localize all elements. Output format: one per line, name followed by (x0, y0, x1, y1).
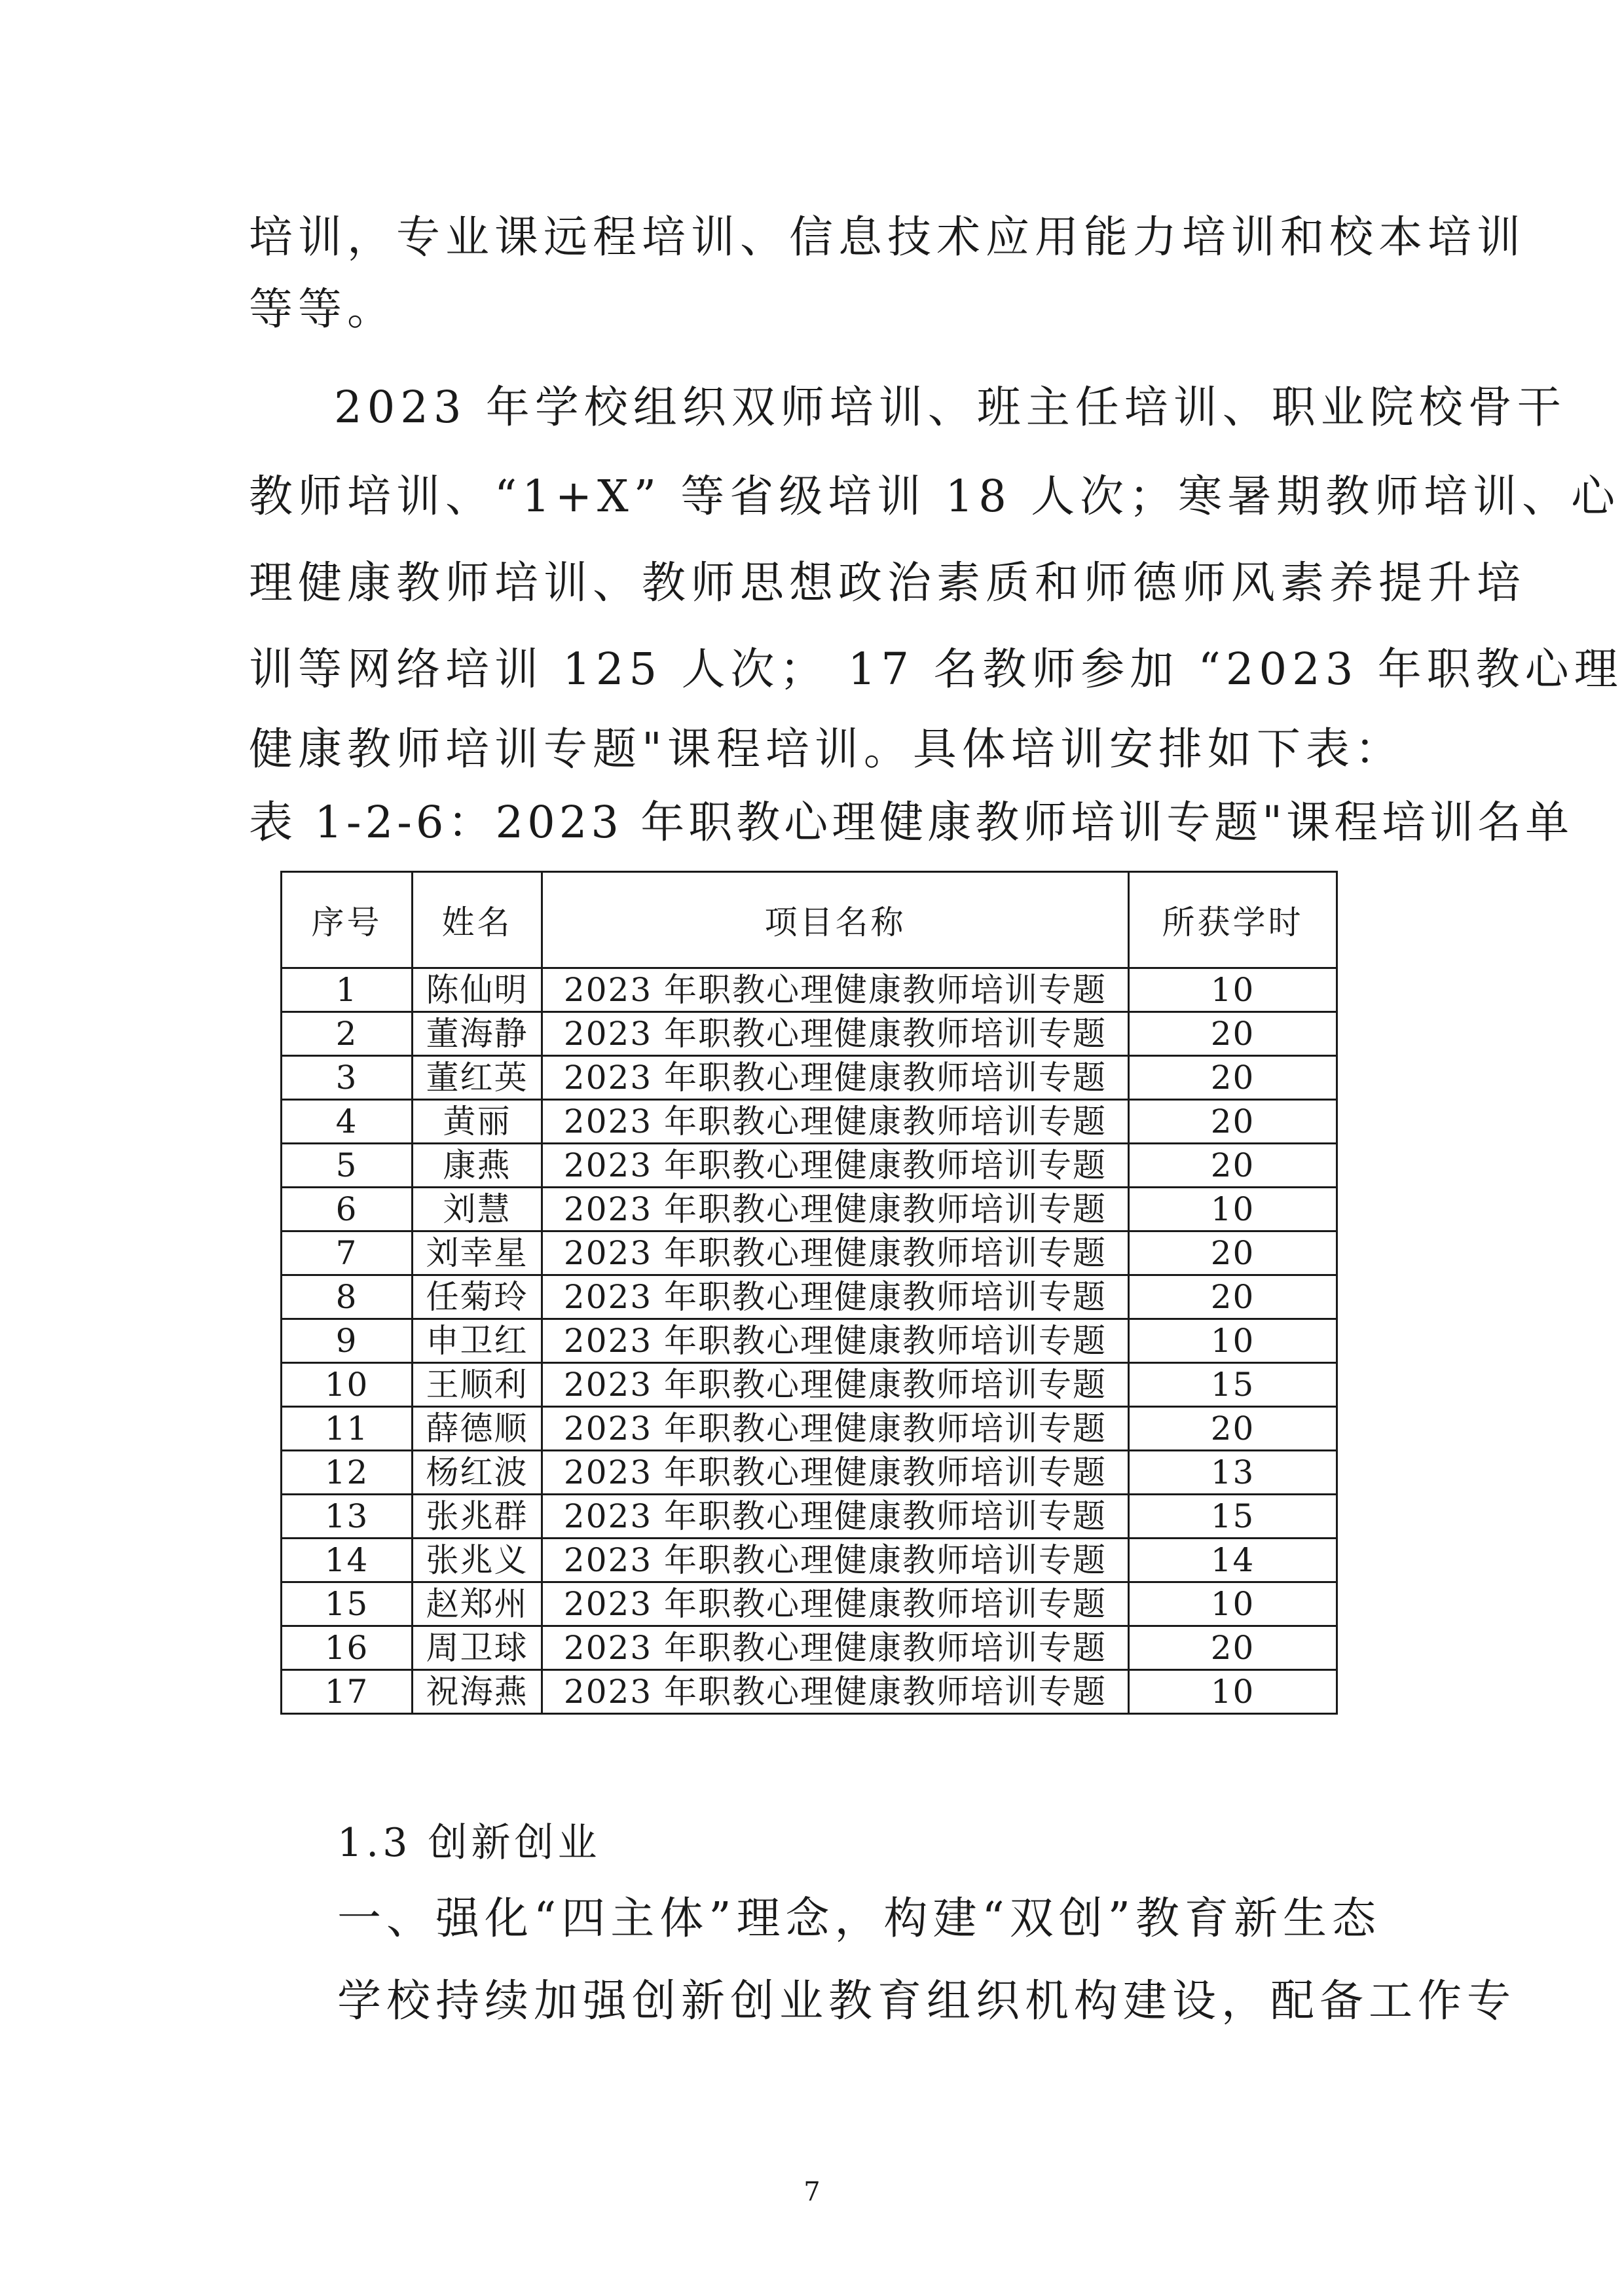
cell-hours: 15 (1129, 1363, 1337, 1407)
header-index: 序号 (282, 872, 413, 968)
table-row (282, 1275, 1337, 1319)
table-row (282, 1144, 1337, 1188)
cell-hours: 20 (1129, 1144, 1337, 1188)
cell-hours: 20 (1129, 1626, 1337, 1670)
table-row (282, 968, 1337, 1012)
table-row (282, 1231, 1337, 1275)
cell-project: 2023 年职教心理健康教师培训专题 (542, 1188, 1129, 1231)
paragraph-1-line-1: 培训，专业课远程培训、信息技术应用能力培训和校本培训 (249, 211, 1526, 263)
cell-index: 3 (282, 1056, 413, 1100)
cell-index: 12 (282, 1451, 413, 1495)
table-caption: 表 1-2-6：2023 年职教心理健康教师培训专题"课程培训名单 (249, 797, 1574, 848)
cell-name: 董海静 (413, 1012, 542, 1056)
cell-name: 刘幸星 (413, 1231, 542, 1275)
cell-project: 2023 年职教心理健康教师培训专题 (542, 1626, 1129, 1670)
cell-name: 薛德顺 (413, 1407, 542, 1451)
cell-name: 张兆群 (413, 1495, 542, 1539)
section-subheading: 一、强化“四主体”理念，构建“双创”教育新生态 (337, 1893, 1382, 1944)
cell-hours: 10 (1129, 1188, 1337, 1231)
table-row (282, 1539, 1337, 1582)
cell-index: 17 (282, 1670, 413, 1714)
cell-index: 11 (282, 1407, 413, 1451)
cell-index: 8 (282, 1275, 413, 1319)
table-row (282, 1012, 1337, 1056)
cell-project: 2023 年职教心理健康教师培训专题 (542, 1363, 1129, 1407)
table-row (282, 1451, 1337, 1495)
cell-hours: 20 (1129, 1407, 1337, 1451)
cell-name: 申卫红 (413, 1319, 542, 1363)
cell-project: 2023 年职教心理健康教师培训专题 (542, 1012, 1129, 1056)
cell-project: 2023 年职教心理健康教师培训专题 (542, 1100, 1129, 1144)
table-row (282, 1626, 1337, 1670)
cell-hours: 10 (1129, 1582, 1337, 1626)
cell-index: 10 (282, 1363, 413, 1407)
cell-hours: 20 (1129, 1231, 1337, 1275)
cell-project: 2023 年职教心理健康教师培训专题 (542, 1144, 1129, 1188)
paragraph-2-line-3: 理健康教师培训、教师思想政治素质和师德师风素养提升培 (249, 557, 1526, 608)
cell-index: 16 (282, 1626, 413, 1670)
cell-hours: 20 (1129, 1275, 1337, 1319)
cell-project: 2023 年职教心理健康教师培训专题 (542, 1582, 1129, 1626)
cell-hours: 14 (1129, 1539, 1337, 1582)
cell-name: 任菊玲 (413, 1275, 542, 1319)
table-row (282, 1056, 1337, 1100)
cell-project: 2023 年职教心理健康教师培训专题 (542, 1407, 1129, 1451)
table-row (282, 1407, 1337, 1451)
cell-name: 杨红波 (413, 1451, 542, 1495)
paragraph-2-line-4: 训等网络培训 125 人次； 17 名教师参加 “2023 年职教心理 (249, 644, 1623, 695)
cell-index: 4 (282, 1100, 413, 1144)
table-row (282, 1363, 1337, 1407)
cell-hours: 10 (1129, 1319, 1337, 1363)
cell-name: 董红英 (413, 1056, 542, 1100)
paragraph-2-line-1: 2023 年学校组织双师培训、班主任培训、职业院校骨干 (334, 382, 1566, 433)
table-row (282, 1495, 1337, 1539)
cell-hours: 10 (1129, 968, 1337, 1012)
cell-project: 2023 年职教心理健康教师培训专题 (542, 1275, 1129, 1319)
cell-project: 2023 年职教心理健康教师培训专题 (542, 1451, 1129, 1495)
cell-index: 6 (282, 1188, 413, 1231)
cell-name: 张兆义 (413, 1539, 542, 1582)
cell-project: 2023 年职教心理健康教师培训专题 (542, 1495, 1129, 1539)
cell-index: 15 (282, 1582, 413, 1626)
table-header-row (282, 872, 1337, 968)
cell-index: 9 (282, 1319, 413, 1363)
cell-hours: 20 (1129, 1056, 1337, 1100)
paragraph-2-line-5: 健康教师培训专题"课程培训。具体培训安排如下表： (249, 723, 1404, 774)
cell-hours: 20 (1129, 1100, 1337, 1144)
section-title: 1.3 创新创业 (337, 1820, 601, 1866)
training-table (280, 871, 1338, 1715)
table-row (282, 1582, 1337, 1626)
cell-project: 2023 年职教心理健康教师培训专题 (542, 1056, 1129, 1100)
cell-name: 赵郑州 (413, 1582, 542, 1626)
header-name: 姓名 (413, 872, 542, 968)
cell-hours: 20 (1129, 1012, 1337, 1056)
cell-name: 刘慧 (413, 1188, 542, 1231)
cell-name: 周卫球 (413, 1626, 542, 1670)
cell-index: 14 (282, 1539, 413, 1582)
cell-index: 7 (282, 1231, 413, 1275)
cell-index: 2 (282, 1012, 413, 1056)
header-project: 项目名称 (542, 872, 1129, 968)
cell-name: 王顺利 (413, 1363, 542, 1407)
page-number: 7 (803, 2177, 821, 2207)
cell-index: 5 (282, 1144, 413, 1188)
paragraph-1-line-2: 等等。 (249, 283, 396, 335)
cell-project: 2023 年职教心理健康教师培训专题 (542, 1231, 1129, 1275)
cell-index: 13 (282, 1495, 413, 1539)
cell-project: 2023 年职教心理健康教师培训专题 (542, 968, 1129, 1012)
paragraph-2-line-2: 教师培训、“1+X” 等省级培训 18 人次；寒暑期教师培训、心 (249, 471, 1621, 522)
cell-name: 黄丽 (413, 1100, 542, 1144)
cell-project: 2023 年职教心理健康教师培训专题 (542, 1670, 1129, 1714)
cell-name: 康燕 (413, 1144, 542, 1188)
cell-hours: 10 (1129, 1670, 1337, 1714)
section-first-line: 学校持续加强创新创业教育组织机构建设，配备工作专 (337, 1975, 1516, 2026)
cell-hours: 13 (1129, 1451, 1337, 1495)
cell-project: 2023 年职教心理健康教师培训专题 (542, 1539, 1129, 1582)
cell-index: 1 (282, 968, 413, 1012)
header-hours: 所获学时 (1129, 872, 1337, 968)
table-row (282, 1670, 1337, 1714)
table-row (282, 1319, 1337, 1363)
cell-name: 祝海燕 (413, 1670, 542, 1714)
cell-name: 陈仙明 (413, 968, 542, 1012)
table-row (282, 1100, 1337, 1144)
cell-hours: 15 (1129, 1495, 1337, 1539)
cell-project: 2023 年职教心理健康教师培训专题 (542, 1319, 1129, 1363)
table-row (282, 1188, 1337, 1231)
